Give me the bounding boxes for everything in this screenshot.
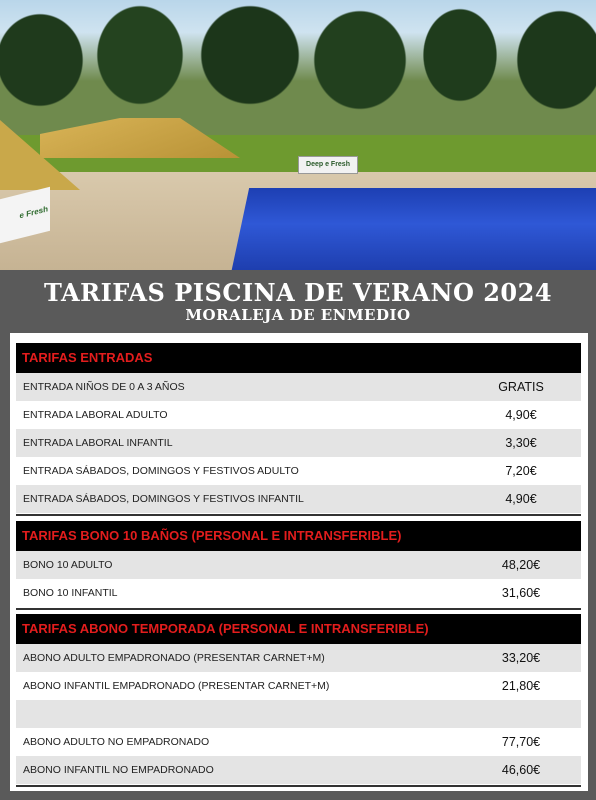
row-label: ENTRADA NIÑOS DE 0 A 3 AÑOS bbox=[23, 381, 185, 393]
price-row bbox=[16, 485, 581, 513]
section-divider bbox=[16, 608, 581, 610]
section-divider bbox=[16, 785, 581, 787]
shade-tent-left bbox=[0, 120, 80, 190]
swimming-pool bbox=[230, 188, 596, 270]
row-label: ENTRADA SÁBADOS, DOMINGOS Y FESTIVOS INFANTIL bbox=[23, 493, 304, 505]
row-price: 7,20€ bbox=[505, 464, 537, 478]
pool-photo bbox=[0, 0, 596, 270]
row-price: GRATIS bbox=[498, 380, 544, 394]
price-row bbox=[16, 551, 581, 579]
price-row bbox=[16, 728, 581, 756]
row-label: ENTRADA LABORAL ADULTO bbox=[23, 409, 168, 421]
price-row bbox=[16, 644, 581, 672]
price-sheet bbox=[10, 333, 588, 791]
row-price: 4,90€ bbox=[505, 492, 537, 506]
price-row bbox=[16, 401, 581, 429]
row-price: 77,70€ bbox=[501, 735, 541, 749]
section-heading-entradas: TARIFAS ENTRADAS bbox=[16, 343, 581, 373]
price-row bbox=[16, 672, 581, 700]
row-label: ENTRADA SÁBADOS, DOMINGOS Y FESTIVOS ADULTO bbox=[23, 465, 299, 477]
row-price: 3,30€ bbox=[505, 436, 537, 450]
row-label: ABONO INFANTIL EMPADRONADO (PRESENTAR CARNET+M) bbox=[23, 680, 330, 692]
row-price: 46,60€ bbox=[501, 763, 541, 777]
price-row bbox=[16, 373, 581, 401]
row-label: ABONO INFANTIL NO EMPADRONADO bbox=[23, 764, 214, 776]
section-heading-bono: TARIFAS BONO 10 BAÑOS (PERSONAL E INTRANSFERIBLE) bbox=[16, 521, 581, 551]
sponsor-sign: e Fresh bbox=[0, 187, 50, 243]
row-price: 31,60€ bbox=[501, 586, 541, 600]
price-row bbox=[16, 457, 581, 485]
row-price: 48,20€ bbox=[501, 558, 541, 572]
row-label: BONO 10 INFANTIL bbox=[23, 587, 118, 599]
price-row bbox=[16, 429, 581, 457]
row-price: 4,90€ bbox=[505, 408, 537, 422]
row-price: 21,80€ bbox=[501, 679, 541, 693]
price-row bbox=[16, 756, 581, 784]
row-label: BONO 10 ADULTO bbox=[23, 559, 113, 571]
price-row bbox=[16, 579, 581, 607]
row-label: ABONO ADULTO EMPADRONADO (PRESENTAR CARNET+M) bbox=[23, 652, 325, 664]
sponsor-banner: Deep e Fresh bbox=[298, 156, 358, 174]
row-label: ABONO ADULTO NO EMPADRONADO bbox=[23, 736, 210, 748]
row-price: 33,20€ bbox=[501, 651, 541, 665]
page-subtitle: MORALEJA DE ENMEDIO bbox=[185, 306, 411, 324]
page-title: TARIFAS PISCINA DE VERANO 2024 bbox=[43, 278, 553, 307]
price-row-empty bbox=[16, 700, 581, 728]
section-divider bbox=[16, 514, 581, 516]
section-heading-abono: TARIFAS ABONO TEMPORADA (PERSONAL E INTRANSFERIBLE) bbox=[16, 614, 581, 644]
row-label: ENTRADA LABORAL INFANTIL bbox=[23, 437, 173, 449]
